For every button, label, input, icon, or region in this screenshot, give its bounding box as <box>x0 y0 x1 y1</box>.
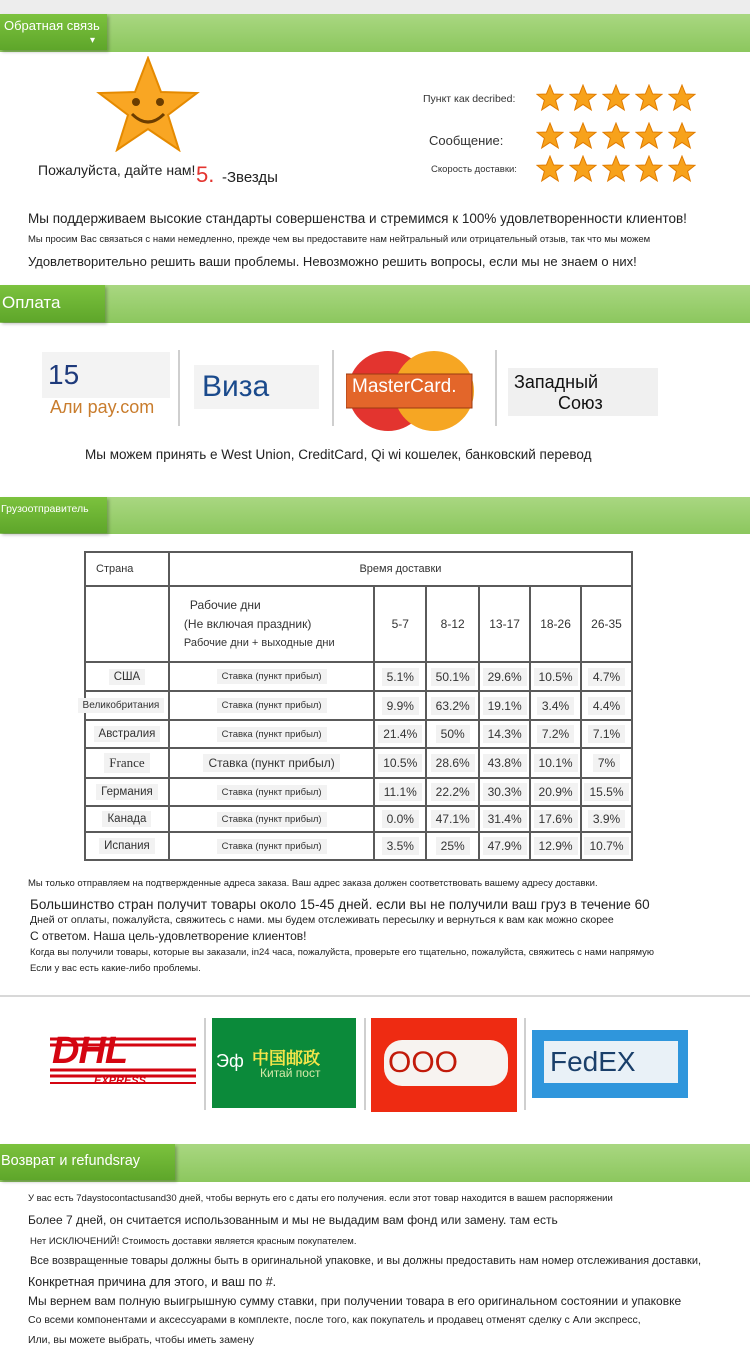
rate-value: 9.9% <box>382 697 419 715</box>
shipping-note-6: Если у вас есть какие-либо проблемы. <box>30 963 201 974</box>
table-row <box>85 832 632 860</box>
rate-value: 7.1% <box>588 725 625 743</box>
refund-line-5: Конкретная причина для этого, и ваш по #. <box>28 1275 277 1289</box>
delivery-rate-value <box>426 778 479 806</box>
dhl-subtext: EXPRESS <box>94 1075 146 1087</box>
header-country: Страна <box>85 552 169 586</box>
table-row <box>85 662 632 691</box>
delivery-rate-value <box>479 832 530 860</box>
delivery-rate-value <box>581 832 632 860</box>
country-name: Австралия <box>94 726 161 742</box>
feedback-tab <box>0 14 107 50</box>
rate-value: 4.7% <box>588 668 625 686</box>
payment-bar <box>0 285 750 323</box>
rate-label: Ставка (пункт прибыл) <box>203 754 339 772</box>
rate-value: 19.1% <box>483 697 527 715</box>
refund-line-3: Нет ИСКЛЮЧЕНИЙ! Стоимость доставки является красным покупателем. <box>30 1236 357 1247</box>
payment-tab-label: Оплата <box>2 293 61 312</box>
rating-star-icon <box>602 122 630 150</box>
rate-value: 20.9% <box>534 783 578 801</box>
refund-line-4: Все возвращенные товары должны быть в оригинальной упаковке, и вы должны предоставить нам номер отслеживания доставки, <box>30 1255 702 1267</box>
feedback-line-3: Удовлетворительно решить ваши проблемы. Невозможно решить вопросы, если мы не знаем о них! <box>28 254 637 269</box>
delivery-rate-value <box>374 832 426 860</box>
country-cell <box>85 662 169 691</box>
rate-value: 3.9% <box>588 810 625 828</box>
shipping-tab-label: Грузоотправитель <box>1 503 89 515</box>
delivery-rate-value <box>530 662 581 691</box>
table-header-spacer <box>85 586 169 662</box>
delivery-rate-value <box>426 806 479 832</box>
rate-value: 30.3% <box>483 783 527 801</box>
workdays-line-2: (Не включая праздник) <box>183 616 312 631</box>
rate-value: 25% <box>436 837 470 855</box>
refund-tab-label: Возврат и refundsray <box>1 1153 141 1169</box>
delivery-rate-value <box>479 691 530 720</box>
table-row <box>85 778 632 806</box>
rate-value: 10.5% <box>534 668 578 686</box>
mastercard-text: MasterCard. <box>352 376 457 397</box>
feedback-line-2: Мы просим Вас связаться с нами немедленно, прежде чем вы предоставите нам нейтральный или отрицательный отзыв, так что мы можем <box>28 234 651 245</box>
rate-value: 63.2% <box>431 697 475 715</box>
rate-value: 47.1% <box>431 810 475 828</box>
delivery-rate-value <box>426 662 479 691</box>
dhl-text: DHL <box>52 1030 128 1072</box>
rate-value: 28.6% <box>431 754 475 772</box>
country-name: США <box>109 669 146 685</box>
shipping-table <box>84 551 633 861</box>
shipping-note-4: С ответом. Наша цель-удовлетворение клиентов! <box>30 929 307 943</box>
smiley-star-icon <box>96 56 200 152</box>
table-row <box>85 806 632 832</box>
workdays-line-3: Рабочие дни + выходные дни <box>183 636 335 649</box>
visa-text: Виза <box>202 370 270 403</box>
feedback-line-1: Мы поддерживаем высокие стандарты совершенства и стремимся к 100% удовлетворенности клиентов! <box>28 211 687 226</box>
refund-line-7: Со всеми компонентами и аксессуарами в комплекте, после того, как покупатель и продавец отменят сделку с Али экспресс, <box>28 1314 641 1326</box>
rating-star-icon <box>602 84 630 112</box>
alipay-text: Али pay.com <box>50 397 155 417</box>
delivery-rate-value <box>530 748 581 778</box>
feedback-prompt-number: 5. <box>196 162 215 187</box>
country-name: Великобритания <box>78 698 165 713</box>
rate-value: 3.5% <box>382 837 419 855</box>
rate-value: 43.8% <box>483 754 527 772</box>
delivery-rate-value <box>581 691 632 720</box>
top-strip <box>0 0 750 14</box>
feedback-bar <box>0 14 750 52</box>
fedex-text: FedEX <box>550 1046 636 1077</box>
rate-value: 22.2% <box>431 783 475 801</box>
refund-line-1: У вас есть 7daystocontactusand30 дней, чтобы вернуть его с даты его получения. если этот товар находится в вашем распоряжении <box>28 1193 613 1204</box>
western-union-line-2: Союз <box>558 393 603 413</box>
table-header-row <box>85 552 632 586</box>
rate-label-cell <box>169 720 374 748</box>
rating-star-icon <box>536 84 564 112</box>
shipping-note-1: Мы только отправляем на подтвержденные адреса заказа. Ваш адрес заказа должен соответствовать вашему адресу доставки. <box>28 878 598 889</box>
delivery-rate-value <box>374 691 426 720</box>
alipay-number: 15 <box>48 359 80 390</box>
delivery-rate-value <box>479 748 530 778</box>
rate-value: 11.1% <box>379 783 422 801</box>
rate-label: Ставка (пункт прибыл) <box>217 698 327 713</box>
rate-value: 0.0% <box>382 810 419 828</box>
feedback-tab-label: Обратная связь <box>4 18 100 33</box>
delivery-rate-value <box>374 748 426 778</box>
rate-value: 17.6% <box>534 810 578 828</box>
shipping-note-3: Дней от оплаты, пожалуйста, свяжитесь с нами. мы будем отслеживать пересылку и вернуться к вам как можно скорее <box>30 914 614 926</box>
refund-tab <box>0 1144 175 1180</box>
country-cell <box>82 691 169 720</box>
country-name: Канада <box>102 811 151 827</box>
country-name: France <box>104 753 149 773</box>
rate-value: 10.7% <box>584 837 628 855</box>
refund-line-6: Мы вернем вам полную выигрышную сумму ставки, при получении товара в его оригинальном состоянии и упаковке <box>28 1294 682 1308</box>
rate-label: Ставка (пункт прибыл) <box>217 669 327 684</box>
rating-star-icon <box>635 84 663 112</box>
divider <box>495 350 497 426</box>
rate-value: 7% <box>593 754 620 772</box>
rate-value: 7.2% <box>537 725 574 743</box>
rate-value: 21.4% <box>378 725 422 743</box>
delivery-rate-value <box>479 720 530 748</box>
delivery-rate-value <box>479 806 530 832</box>
delivery-rate-value <box>426 691 479 720</box>
refund-line-8: Или, вы можете выбрать, чтобы иметь замену <box>28 1334 255 1346</box>
ems-text: ООО <box>388 1046 459 1079</box>
refund-line-2: Более 7 дней, он считается использованным и мы не выдадим вам фонд или замену. там есть <box>28 1213 558 1227</box>
delivery-rate-value <box>374 778 426 806</box>
rate-label-cell <box>169 806 374 832</box>
payment-tab <box>0 285 105 322</box>
payment-note: Мы можем принять е West Union, CreditCard, Qi wi кошелек, банковский перевод <box>85 447 592 462</box>
rate-value: 15.5% <box>584 783 628 801</box>
shipping-note-2: Большинство стран получит товары около 15-45 дней. если вы не получили ваш груз в течение 60 <box>30 897 650 912</box>
rate-value: 47.9% <box>483 837 527 855</box>
ranges-row <box>85 586 632 662</box>
rating-star-icon <box>602 155 630 183</box>
delivery-rate-value <box>530 778 581 806</box>
table-row <box>85 691 632 720</box>
rate-label: Ставка (пункт прибыл) <box>217 785 327 800</box>
divider <box>204 1018 206 1110</box>
rate-value: 50.1% <box>431 668 475 686</box>
delivery-rate-value <box>374 662 426 691</box>
country-name: Германия <box>96 784 158 800</box>
rate-label-cell <box>169 691 374 720</box>
caret-icon: ▾ <box>90 35 96 46</box>
shipping-note-5: Когда вы получили товары, которые вы заказали, in24 часа, пожалуйста, проверьте его тщательно, пожалуйста, свяжитесь с нами напрямую <box>30 947 655 958</box>
rating-label: Сообщение: <box>429 133 504 148</box>
range-header: 8-12 <box>426 586 479 662</box>
feedback-prompt: Пожалуйста, дайте нам! <box>38 162 196 178</box>
rate-label-cell <box>169 832 374 860</box>
rating-star-icon <box>569 155 597 183</box>
western-union-line-1: Западный <box>514 372 599 392</box>
shipping-bar <box>0 497 750 534</box>
delivery-rate-value <box>479 778 530 806</box>
shipping-tab <box>0 497 107 533</box>
rate-value: 4.4% <box>588 697 625 715</box>
rate-value: 29.6% <box>483 668 527 686</box>
country-cell <box>85 778 169 806</box>
rating-star-icon <box>635 122 663 150</box>
rating-star-icon <box>569 84 597 112</box>
divider <box>524 1018 526 1110</box>
rate-value: 31.4% <box>483 810 527 828</box>
china-post-cn: 中国邮政 <box>252 1049 320 1068</box>
china-post-text: Китай пост <box>260 1066 321 1080</box>
country-cell <box>85 806 169 832</box>
rate-label: Ставка (пункт прибыл) <box>217 812 327 827</box>
rate-label: Ставка (пункт прибыл) <box>217 839 327 854</box>
table-row <box>85 748 632 778</box>
workdays-line-1: Рабочие дни <box>189 597 261 612</box>
feedback-prompt-suffix: -Звезды <box>222 169 278 186</box>
range-header: 18-26 <box>530 586 581 662</box>
delivery-rate-value <box>581 778 632 806</box>
delivery-rate-value <box>374 806 426 832</box>
rating-star-icon <box>668 122 696 150</box>
delivery-rate-value <box>530 720 581 748</box>
country-cell <box>85 748 169 778</box>
country-cell <box>85 720 169 748</box>
china-post-prefix: Эф <box>216 1051 244 1071</box>
rate-value: 12.9% <box>534 837 578 855</box>
range-header: 26-35 <box>581 586 632 662</box>
delivery-rate-value <box>426 720 479 748</box>
delivery-rate-value <box>581 748 632 778</box>
rate-label-cell <box>169 748 374 778</box>
rate-value: 10.5% <box>378 754 422 772</box>
rating-star-icon <box>668 155 696 183</box>
delivery-rate-value <box>530 806 581 832</box>
country-name: Испания <box>99 838 155 854</box>
rating-star-icon <box>635 155 663 183</box>
rate-value: 50% <box>436 725 470 743</box>
divider <box>178 350 180 426</box>
rating-star-icon <box>536 122 564 150</box>
workdays-cell <box>169 586 374 662</box>
rate-label: Ставка (пункт прибыл) <box>217 727 327 742</box>
country-cell <box>85 832 169 860</box>
delivery-rate-value <box>530 691 581 720</box>
divider <box>332 350 334 426</box>
rating-star-icon <box>569 122 597 150</box>
rate-value: 14.3% <box>483 725 527 743</box>
rate-value: 10.1% <box>534 754 578 772</box>
delivery-rate-value <box>530 832 581 860</box>
delivery-rate-value <box>374 720 426 748</box>
table-row <box>85 720 632 748</box>
rating-label: Скорость доставки: <box>431 164 517 175</box>
rating-star-icon <box>536 155 564 183</box>
rate-label-cell <box>169 662 374 691</box>
delivery-rate-value <box>426 748 479 778</box>
rate-value: 3.4% <box>537 697 574 715</box>
header-delivery-time: Время доставки <box>169 552 632 586</box>
delivery-rate-value <box>479 662 530 691</box>
divider <box>0 995 750 997</box>
range-header: 13-17 <box>479 586 530 662</box>
delivery-rate-value <box>581 806 632 832</box>
range-header: 5-7 <box>374 586 426 662</box>
rate-value: 5.1% <box>382 668 419 686</box>
delivery-rate-value <box>426 832 479 860</box>
delivery-rate-value <box>581 662 632 691</box>
delivery-rate-value <box>581 720 632 748</box>
rating-label: Пункт как decribed: <box>423 93 516 105</box>
rating-star-icon <box>668 84 696 112</box>
rate-label-cell <box>169 778 374 806</box>
divider <box>364 1018 366 1110</box>
